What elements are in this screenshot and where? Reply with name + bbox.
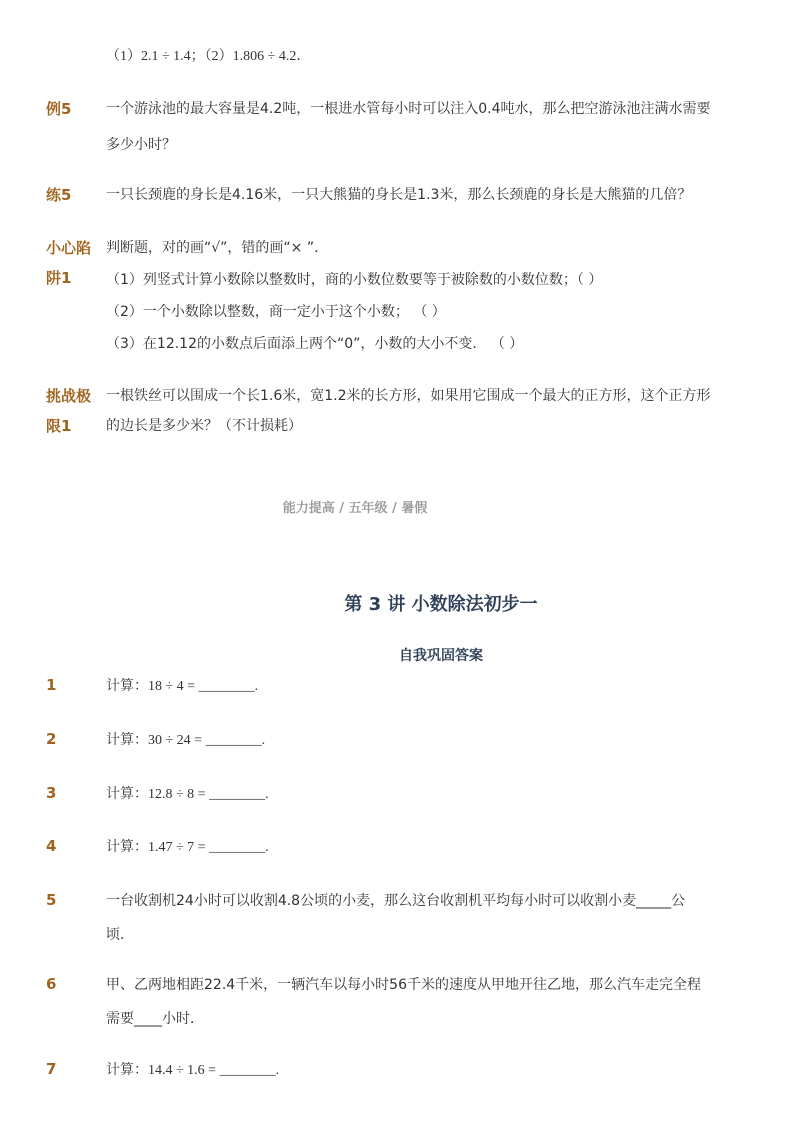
practice-5-label: 练5 [46, 186, 72, 204]
answer-4-prefix: 计算： [106, 839, 148, 855]
example-5-label: 例5 [46, 100, 72, 118]
challenge-text [106, 381, 726, 441]
answer-5-number: 5 [46, 891, 57, 909]
answer-5-line-2: 顷． [106, 927, 134, 943]
trap-content [106, 233, 726, 359]
answer-3-prefix: 计算： [106, 786, 148, 802]
answer-1-text [106, 671, 258, 702]
answer-2-text [106, 725, 265, 756]
answer-2-expression: 30 ÷ 24 = ________. [148, 733, 266, 748]
answer-3-text [106, 779, 269, 810]
answer-5-line-1: 一台收割机24小时可以收割4.8公顷的小麦，那么这台收割机平均每小时可以收割小麦_____公 [106, 893, 686, 909]
answer-3-expression: 12.8 ÷ 8 = ________. [148, 787, 269, 802]
page-footer: 能力提高 / 五年级 / 暑假 [282, 501, 428, 516]
trap-intro: 判断题，对的画“√”，错的画“× ”． [106, 240, 329, 256]
example-5-text [106, 94, 726, 160]
section-title: 第 3 讲 小数除法初步一 [344, 594, 538, 615]
previous-problem-line [106, 41, 310, 72]
trap-item-1: （1）列竖式计算小数除以整数时，商的小数位数要等于被除数的小数位数；（ ） [106, 272, 603, 288]
challenge-line-1: 一根铁丝可以围成一个长1.6米，宽1.2米的长方形，如果用它围成一个最大的正方形，这个正方形 [106, 388, 711, 404]
answer-7-expression: 14.4 ÷ 1.6 = ________. [148, 1063, 280, 1078]
answer-4-expression: 1.47 ÷ 7 = ________. [148, 840, 269, 855]
answer-1-prefix: 计算： [106, 678, 148, 694]
example-5-line-2: 多少小时？ [106, 137, 176, 153]
answer-5-text [106, 886, 726, 950]
answer-7-prefix: 计算： [106, 1062, 148, 1078]
answer-6-line-1: 甲、乙两地相距22.4千米，一辆汽车以每小时56千米的速度从甲地开往乙地，那么汽车走完全程 [106, 977, 701, 993]
answer-6-line-2: 需要____小时． [106, 1011, 204, 1027]
challenge-label-line-2: 限1 [46, 417, 72, 435]
trap-label [46, 233, 102, 293]
challenge-label [46, 381, 102, 441]
previous-problem-text: （1）2.1 ÷ 1.4；（2）1.806 ÷ 4.2． [106, 49, 311, 64]
answer-3-number: 3 [46, 784, 57, 802]
practice-5-text: 一只长颈鹿的身长是4.16米，一只大熊猫的身长是1.3米，那么长颈鹿的身长是大熊猫的几倍？ [106, 187, 692, 203]
answer-7-text [106, 1055, 279, 1086]
answer-6-text [106, 970, 726, 1034]
answer-1-number: 1 [46, 676, 57, 694]
trap-item-2: （2）一个小数除以整数，商一定小于这个小数； （ ） [106, 304, 446, 320]
section-subtitle: 自我巩固答案 [399, 648, 483, 664]
challenge-label-line-1: 挑战极 [46, 387, 92, 405]
answer-7-number: 7 [46, 1060, 57, 1078]
answer-1-expression: 18 ÷ 4 = ________. [148, 679, 259, 694]
answer-4-text [106, 832, 269, 863]
answer-2-number: 2 [46, 730, 57, 748]
challenge-line-2: 的边长是多少米？（不计损耗） [106, 418, 302, 434]
example-5-line-1: 一个游泳池的最大容量是4.2吨，一根进水管每小时可以注入0.4吨水，那么把空游泳池注满水需要 [106, 101, 711, 117]
trap-label-line-1: 小心陷 [46, 239, 92, 257]
trap-label-line-2: 阱1 [46, 269, 72, 287]
answer-2-prefix: 计算： [106, 732, 148, 748]
trap-item-3: （3）在12.12的小数点后面添上两个“0”，小数的大小不变． （ ） [106, 336, 524, 352]
answer-6-number: 6 [46, 975, 57, 993]
answer-4-number: 4 [46, 837, 57, 855]
